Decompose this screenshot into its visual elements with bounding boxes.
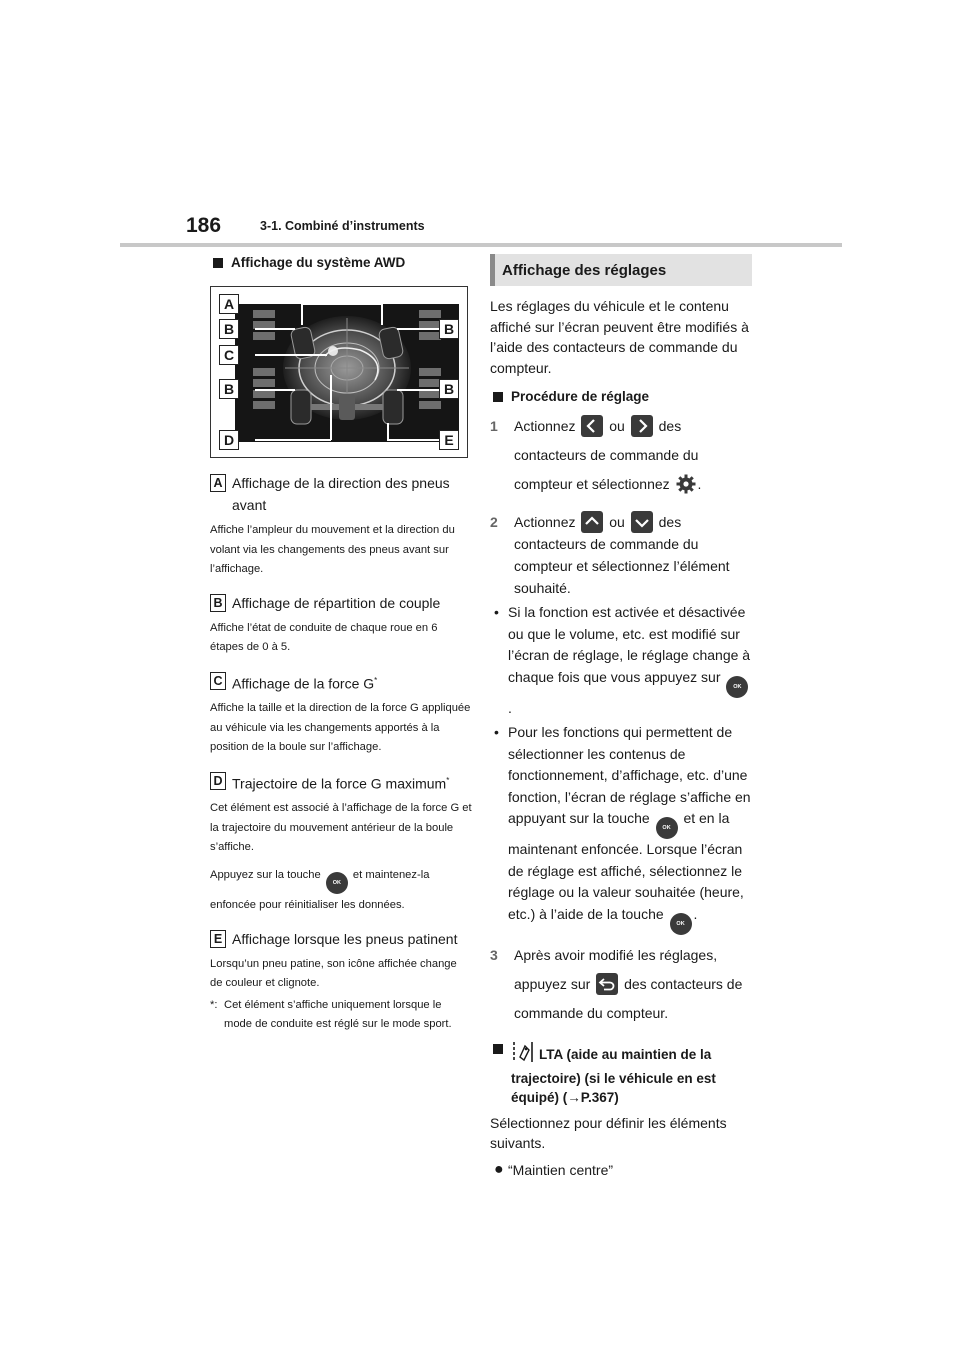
item-d-reset-before: Appuyez sur la touche — [210, 868, 321, 881]
badge-a: A — [210, 474, 226, 492]
lta-title: LTA (aide au maintien de la trajectoire) (si le véhicule en est équipé) ( — [511, 1046, 716, 1105]
item-d-heading — [210, 770, 472, 795]
step-3-number: 3 — [490, 946, 498, 963]
item-c-desc: Affiche la taille et la direction de la force G appliquée au véhicule via les changements apportés à la position de la boule sur l’affichage. — [210, 702, 471, 754]
step-2-number: 2 — [490, 514, 498, 530]
badge-c: C — [210, 672, 226, 690]
badge-e: E — [210, 930, 226, 948]
footnote-text: Cet élément s’affiche uniquement lorsque le mode de conduite est réglé sur le mode sport. — [224, 998, 452, 1031]
bullet-1: • Si la fonction est activée et désactivée ou que le volume, etc. est modifié sur l’écran de réglage, le réglage change à chaque fois que vous appuyez sur OK. — [494, 604, 751, 716]
right-column — [490, 254, 752, 1180]
item-d-title: Trajectoire de la force G maximum — [232, 775, 447, 792]
settings-intro: Les réglages du véhicule et le contenu affiché sur l’écran peuvent être modifiés à l’aide des contacteurs de commande du compteur. — [490, 298, 749, 376]
step-1-number: 1 — [490, 418, 498, 434]
round-bullet-icon: ● — [494, 1160, 504, 1178]
step-2-or: ou — [609, 514, 625, 530]
ok-button-icon: OK — [326, 872, 348, 894]
bullet-2-text-b: et en la maintenant enfoncée. Lorsque l’écran de réglage est affiché, sélectionnez le réglage ou la valeur souhaitée (heure, etc.) à l’aide de la touche — [508, 810, 744, 922]
item-a-desc: Affiche l’ampleur du mouvement et la direction du volant via les changements des pneus avant sur l’affichage. — [210, 524, 455, 575]
badge-d: D — [210, 772, 226, 790]
step-1-or: ou — [609, 418, 625, 434]
ok-button-icon: OK — [670, 913, 692, 935]
callout-d: D — [219, 430, 239, 450]
left-column — [210, 254, 472, 1035]
procedure-heading — [490, 388, 752, 406]
step-2 — [490, 511, 752, 599]
item-c-title: Affichage de la force G — [232, 675, 375, 692]
step-2-text-b: des contacteurs de commande du compteur et sélectionnez l’élément souhaité. — [514, 514, 730, 596]
step-2-text-a: Actionnez — [514, 514, 576, 530]
item-e-heading — [210, 928, 472, 950]
item-b-title: Affichage de répartition de couple — [232, 594, 441, 611]
callout-b-front-left: B — [219, 319, 239, 339]
awd-display-illustration — [235, 304, 459, 442]
step-3-text-a: Après avoir modifié les réglages, appuyez sur — [514, 946, 718, 992]
callout-e: E — [439, 430, 459, 450]
lta-desc: Sélectionnez pour définir les éléments suivants. — [490, 1114, 727, 1151]
item-a-title: Affichage de la direction des pneus avant — [232, 475, 450, 513]
callout-b-front-right: B — [439, 319, 459, 339]
step-1-end: . — [697, 476, 702, 492]
chevron-right-key-icon — [631, 415, 653, 437]
section-title-text: Affichage du système AWD — [231, 255, 406, 270]
step-3 — [490, 941, 752, 1028]
bullet-2-text-a: Pour les fonctions qui permettent de sélectionner les contenus de fonctionnement, d’affichage, etc. d’une fonction, l’écran de réglage s’affiche en appuyant sur la touche — [508, 724, 751, 826]
awd-diagram — [210, 286, 468, 458]
square-bullet-icon — [213, 258, 223, 268]
settings-banner: Affichage des réglages — [490, 254, 752, 286]
bullet-2-end: . — [693, 905, 698, 922]
badge-b: B — [210, 594, 226, 612]
item-b-desc: Affiche l’état de conduite de chaque roue en 6 étapes de 0 à 5. — [210, 621, 438, 653]
back-key-icon — [596, 973, 618, 995]
bullet-1-end: . — [508, 699, 512, 716]
page-number: 186 — [186, 214, 222, 237]
item-d-reset-after: et maintenez-la enfoncée pour réinitialiser les données. — [210, 868, 430, 911]
lta-title-close: ) — [614, 1089, 619, 1105]
lane-assist-icon — [511, 1040, 535, 1069]
footnote-mark: *: — [210, 998, 218, 1011]
step-3-text-b: des contacteurs de commande du compteur. — [514, 975, 743, 1021]
bullet-2: • Pour les fonctions qui permettent de sélectionner les contenus de fonctionnement, d’affichage, etc. d’une fonction, l’écran de réglage s’affiche en appuyant sur la touche OK et en la maintenant enfoncée. Lorsque l’écran de réglage est affiché, sélectionnez le réglage ou la valeur souhaitée (heure, etc.) à l’aide de la touche OK. — [490, 722, 752, 935]
step-1 — [490, 412, 752, 505]
bullet-1-text: Si la fonction est activée et désactivée ou que le volume, etc. est modifié sur l’écran de réglage, le réglage change à chaque fois que vous appuyez sur — [508, 604, 751, 685]
chevron-up-key-icon — [581, 511, 603, 533]
chapter-title: 3-1. Combiné d’instruments — [260, 219, 425, 233]
section-title-awd — [210, 254, 472, 272]
lta-item-1-text: “Maintien centre” — [508, 1161, 614, 1178]
ok-button-icon: OK — [656, 817, 678, 839]
item-d-reset — [210, 864, 472, 916]
footnote — [210, 996, 472, 1035]
item-d-desc: Cet élément est associé à l’affichage de la force G et la trajectoire du mouvement antérieur de la boule s’affiche. — [210, 802, 472, 854]
callout-b-rear-right: B — [439, 379, 459, 399]
chevron-down-key-icon — [631, 511, 653, 533]
item-e-title: Affichage lorsque les pneus patinent — [232, 930, 458, 947]
chevron-left-key-icon — [581, 415, 603, 437]
gear-icon — [675, 473, 697, 505]
step-1-text-a: Actionnez — [514, 418, 576, 434]
item-d-star: * — [446, 775, 450, 785]
callout-a: A — [219, 294, 239, 314]
item-a-heading — [210, 472, 472, 516]
header-rule — [120, 243, 842, 247]
g-force-ball — [328, 346, 338, 356]
callout-c: C — [219, 345, 239, 365]
item-c-star: * — [374, 675, 378, 685]
ok-button-icon: OK — [726, 676, 748, 698]
lta-item-1 — [490, 1160, 752, 1181]
item-b-heading — [210, 592, 472, 614]
item-e-desc: Lorsqu’un pneu patine, son icône affichée change de couleur et clignote. — [210, 957, 457, 990]
lta-heading — [490, 1040, 752, 1107]
awd-illustration-svg — [235, 304, 459, 442]
item-c-heading — [210, 670, 472, 695]
square-bullet-icon — [493, 392, 503, 402]
lta-page-ref[interactable]: →P.367 — [567, 1089, 615, 1105]
callout-b-rear-left: B — [219, 379, 239, 399]
square-bullet-icon — [493, 1044, 503, 1054]
procedure-title: Procédure de réglage — [511, 389, 650, 404]
step-1-text-b: des contacteurs de commande du compteur et sélectionnez — [514, 418, 699, 492]
